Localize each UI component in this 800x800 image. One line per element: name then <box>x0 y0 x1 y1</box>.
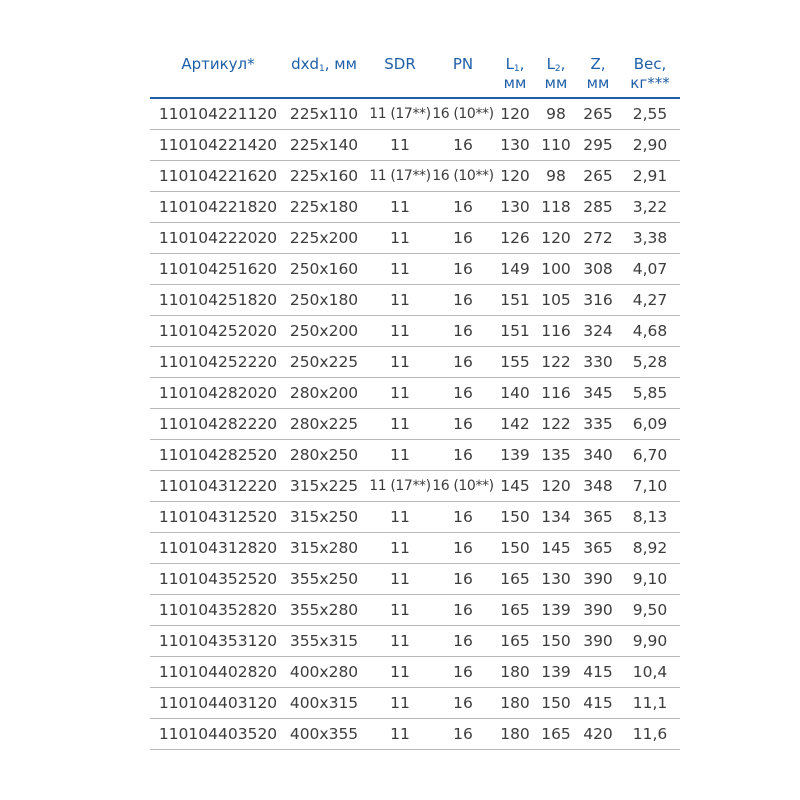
weight-cell: 7,10 <box>632 477 668 495</box>
article-cell: 110104282520 <box>158 446 278 464</box>
z-cell: 308 <box>583 260 613 278</box>
dxd-cell: 400x280 <box>289 663 359 681</box>
weight-cell: 5,85 <box>632 384 668 402</box>
dxd-cell: 280x200 <box>289 384 359 402</box>
weight-cell: 8,13 <box>632 508 668 526</box>
l1-cell: 130 <box>500 136 530 154</box>
z-cell: 390 <box>583 570 613 588</box>
l1-cell: 151 <box>500 291 530 309</box>
dxd-cell: 280x250 <box>289 446 359 464</box>
article-cell: 110104282220 <box>158 415 278 433</box>
l1-cell: 140 <box>500 384 530 402</box>
l2-cell: 134 <box>541 508 571 526</box>
header-weight-label: Вес, <box>633 55 667 73</box>
dxd-cell: 400x315 <box>289 694 359 712</box>
sdr-cell: 11 <box>390 291 410 309</box>
weight-cell: 2,90 <box>632 136 668 154</box>
pn-cell: 16 <box>453 663 473 681</box>
table-row <box>150 192 680 223</box>
header-z <box>578 55 618 93</box>
header-sdr-label: SDR <box>384 55 416 73</box>
pn-cell: 16 <box>453 291 473 309</box>
table-row <box>150 657 680 688</box>
header-l1-label: L <box>505 55 514 73</box>
spec-table <box>150 50 680 750</box>
weight-cell: 2,91 <box>632 167 668 185</box>
sdr-cell: 11 <box>390 508 410 526</box>
l2-cell: 105 <box>541 291 571 309</box>
article-cell: 110104251620 <box>158 260 278 278</box>
article-cell: 110104403120 <box>158 694 278 712</box>
z-cell: 348 <box>583 477 613 495</box>
dxd-cell: 250x200 <box>289 322 359 340</box>
sdr-cell: 11 (17**) <box>369 478 431 494</box>
article-cell: 110104353120 <box>158 632 278 650</box>
weight-cell: 9,50 <box>632 601 668 619</box>
l2-cell: 120 <box>541 229 571 247</box>
weight-cell: 10,4 <box>632 663 668 681</box>
dxd-cell: 315x225 <box>289 477 359 495</box>
article-cell: 110104222020 <box>158 229 278 247</box>
dxd-cell: 225x140 <box>289 136 359 154</box>
sdr-cell: 11 <box>390 353 410 371</box>
weight-cell: 3,38 <box>632 229 668 247</box>
dxd-cell: 225x200 <box>289 229 359 247</box>
table-header <box>150 50 680 99</box>
weight-cell: 4,68 <box>632 322 668 340</box>
z-cell: 272 <box>583 229 613 247</box>
table-row <box>150 471 680 502</box>
z-cell: 365 <box>583 539 613 557</box>
header-l2 <box>536 55 576 93</box>
l2-cell: 130 <box>541 570 571 588</box>
header-sdr <box>369 55 431 74</box>
dxd-cell: 225x110 <box>289 105 359 123</box>
sdr-cell: 11 <box>390 198 410 216</box>
sdr-cell: 11 <box>390 322 410 340</box>
l2-cell: 150 <box>541 632 571 650</box>
z-cell: 415 <box>583 694 613 712</box>
pn-cell: 16 <box>453 539 473 557</box>
weight-cell: 4,07 <box>632 260 668 278</box>
l2-cell: 116 <box>541 384 571 402</box>
article-cell: 110104221420 <box>158 136 278 154</box>
header-l2-subscript: 2 <box>554 64 561 74</box>
weight-cell: 5,28 <box>632 353 668 371</box>
pn-cell: 16 <box>453 229 473 247</box>
header-article-label: Артикул* <box>181 55 255 73</box>
sdr-cell: 11 (17**) <box>369 106 431 122</box>
pn-cell: 16 <box>453 136 473 154</box>
sdr-cell: 11 <box>390 539 410 557</box>
header-weight-unit: кг*** <box>630 74 670 92</box>
table-row <box>150 595 680 626</box>
z-cell: 285 <box>583 198 613 216</box>
l2-cell: 139 <box>541 663 571 681</box>
pn-cell: 16 <box>453 198 473 216</box>
table-row <box>150 223 680 254</box>
article-cell: 110104251820 <box>158 291 278 309</box>
article-cell: 110104312820 <box>158 539 278 557</box>
table-row <box>150 161 680 192</box>
l1-cell: 149 <box>500 260 530 278</box>
header-z-label: Z, <box>590 55 606 73</box>
l1-cell: 165 <box>500 570 530 588</box>
table-row <box>150 409 680 440</box>
weight-cell: 8,92 <box>632 539 668 557</box>
weight-cell: 9,10 <box>632 570 668 588</box>
pn-cell: 16 <box>453 415 473 433</box>
z-cell: 324 <box>583 322 613 340</box>
sdr-cell: 11 <box>390 384 410 402</box>
z-cell: 316 <box>583 291 613 309</box>
weight-cell: 9,90 <box>632 632 668 650</box>
weight-cell: 4,27 <box>632 291 668 309</box>
article-cell: 110104352820 <box>158 601 278 619</box>
z-cell: 265 <box>583 167 613 185</box>
pn-cell: 16 <box>453 725 473 743</box>
sdr-cell: 11 <box>390 601 410 619</box>
l1-cell: 120 <box>500 167 530 185</box>
pn-cell: 16 <box>453 570 473 588</box>
header-dxd-subscript: 1 <box>319 64 325 74</box>
article-cell: 110104403520 <box>158 725 278 743</box>
l1-cell: 150 <box>500 539 530 557</box>
dxd-cell: 250x160 <box>289 260 359 278</box>
l1-cell: 180 <box>500 694 530 712</box>
weight-cell: 6,09 <box>632 415 668 433</box>
header-article <box>150 55 286 74</box>
l2-cell: 98 <box>546 167 566 185</box>
l1-cell: 155 <box>500 353 530 371</box>
sdr-cell: 11 (17**) <box>369 168 431 184</box>
l1-cell: 142 <box>500 415 530 433</box>
article-cell: 110104221620 <box>158 167 278 185</box>
table-row <box>150 688 680 719</box>
l1-cell: 130 <box>500 198 530 216</box>
table-row <box>150 719 680 750</box>
table-row <box>150 564 680 595</box>
sdr-cell: 11 <box>390 570 410 588</box>
weight-cell: 3,22 <box>632 198 668 216</box>
dxd-cell: 250x225 <box>289 353 359 371</box>
dxd-cell: 355x315 <box>289 632 359 650</box>
table-row <box>150 440 680 471</box>
header-pn-label: PN <box>452 55 474 73</box>
dxd-cell: 400x355 <box>289 725 359 743</box>
l1-cell: 180 <box>500 663 530 681</box>
sdr-cell: 11 <box>390 260 410 278</box>
pn-cell: 16 <box>453 384 473 402</box>
pn-cell: 16 <box>453 322 473 340</box>
sdr-cell: 11 <box>390 229 410 247</box>
pn-cell: 16 <box>453 353 473 371</box>
l1-cell: 126 <box>500 229 530 247</box>
pn-cell: 16 (10**) <box>432 106 494 122</box>
sdr-cell: 11 <box>390 632 410 650</box>
dxd-cell: 225x160 <box>289 167 359 185</box>
dxd-cell: 225x180 <box>289 198 359 216</box>
header-l2-unit: , мм <box>544 55 568 92</box>
z-cell: 330 <box>583 353 613 371</box>
l2-cell: 165 <box>541 725 571 743</box>
header-l1-unit: , мм <box>503 55 527 92</box>
article-cell: 110104312220 <box>158 477 278 495</box>
l2-cell: 122 <box>541 415 571 433</box>
l2-cell: 150 <box>541 694 571 712</box>
pn-cell: 16 <box>453 601 473 619</box>
l1-cell: 139 <box>500 446 530 464</box>
pn-cell: 16 <box>453 446 473 464</box>
l2-cell: 120 <box>541 477 571 495</box>
z-cell: 415 <box>583 663 613 681</box>
dxd-cell: 250x180 <box>289 291 359 309</box>
pn-cell: 16 (10**) <box>432 478 494 494</box>
header-z-unit: мм <box>586 74 610 92</box>
z-cell: 265 <box>583 105 613 123</box>
article-cell: 110104221820 <box>158 198 278 216</box>
header-l2-label: L <box>546 55 555 73</box>
table-row <box>150 378 680 409</box>
l2-cell: 145 <box>541 539 571 557</box>
l1-cell: 165 <box>500 601 530 619</box>
header-dxd-label: dxd <box>291 55 319 73</box>
l2-cell: 122 <box>541 353 571 371</box>
article-cell: 110104252020 <box>158 322 278 340</box>
article-cell: 110104402820 <box>158 663 278 681</box>
header-dxd <box>285 55 363 74</box>
l2-cell: 118 <box>541 198 571 216</box>
l1-cell: 151 <box>500 322 530 340</box>
l1-cell: 120 <box>500 105 530 123</box>
z-cell: 295 <box>583 136 613 154</box>
l2-cell: 98 <box>546 105 566 123</box>
z-cell: 335 <box>583 415 613 433</box>
table-row <box>150 626 680 657</box>
table-row <box>150 130 680 161</box>
table-row <box>150 254 680 285</box>
l1-cell: 150 <box>500 508 530 526</box>
l1-cell: 165 <box>500 632 530 650</box>
z-cell: 420 <box>583 725 613 743</box>
weight-cell: 6,70 <box>632 446 668 464</box>
pn-cell: 16 <box>453 632 473 650</box>
sdr-cell: 11 <box>390 725 410 743</box>
dxd-cell: 280x225 <box>289 415 359 433</box>
z-cell: 365 <box>583 508 613 526</box>
sdr-cell: 11 <box>390 694 410 712</box>
sdr-cell: 11 <box>390 446 410 464</box>
l2-cell: 139 <box>541 601 571 619</box>
pn-cell: 16 <box>453 694 473 712</box>
dxd-cell: 315x250 <box>289 508 359 526</box>
article-cell: 110104221120 <box>158 105 278 123</box>
l2-cell: 135 <box>541 446 571 464</box>
l1-cell: 180 <box>500 725 530 743</box>
table-body <box>150 99 680 750</box>
header-weight <box>620 55 680 93</box>
l2-cell: 100 <box>541 260 571 278</box>
table-row <box>150 533 680 564</box>
header-pn <box>431 55 495 74</box>
z-cell: 390 <box>583 601 613 619</box>
pn-cell: 16 <box>453 260 473 278</box>
weight-cell: 2,55 <box>632 105 668 123</box>
dxd-cell: 355x250 <box>289 570 359 588</box>
pn-cell: 16 (10**) <box>432 168 494 184</box>
table-row <box>150 347 680 378</box>
l2-cell: 110 <box>541 136 571 154</box>
z-cell: 340 <box>583 446 613 464</box>
table-row <box>150 502 680 533</box>
header-l1-subscript: 1 <box>513 64 520 74</box>
table-row <box>150 285 680 316</box>
header-dxd-unit: , мм <box>324 55 357 73</box>
article-cell: 110104282020 <box>158 384 278 402</box>
article-cell: 110104352520 <box>158 570 278 588</box>
sdr-cell: 11 <box>390 663 410 681</box>
table-row <box>150 316 680 347</box>
dxd-cell: 315x280 <box>289 539 359 557</box>
article-cell: 110104252220 <box>158 353 278 371</box>
table-row <box>150 99 680 130</box>
sdr-cell: 11 <box>390 136 410 154</box>
l1-cell: 145 <box>500 477 530 495</box>
l2-cell: 116 <box>541 322 571 340</box>
weight-cell: 11,6 <box>632 725 668 743</box>
weight-cell: 11,1 <box>632 694 668 712</box>
dxd-cell: 355x280 <box>289 601 359 619</box>
article-cell: 110104312520 <box>158 508 278 526</box>
sdr-cell: 11 <box>390 415 410 433</box>
z-cell: 390 <box>583 632 613 650</box>
z-cell: 345 <box>583 384 613 402</box>
header-l1 <box>496 55 534 93</box>
pn-cell: 16 <box>453 508 473 526</box>
